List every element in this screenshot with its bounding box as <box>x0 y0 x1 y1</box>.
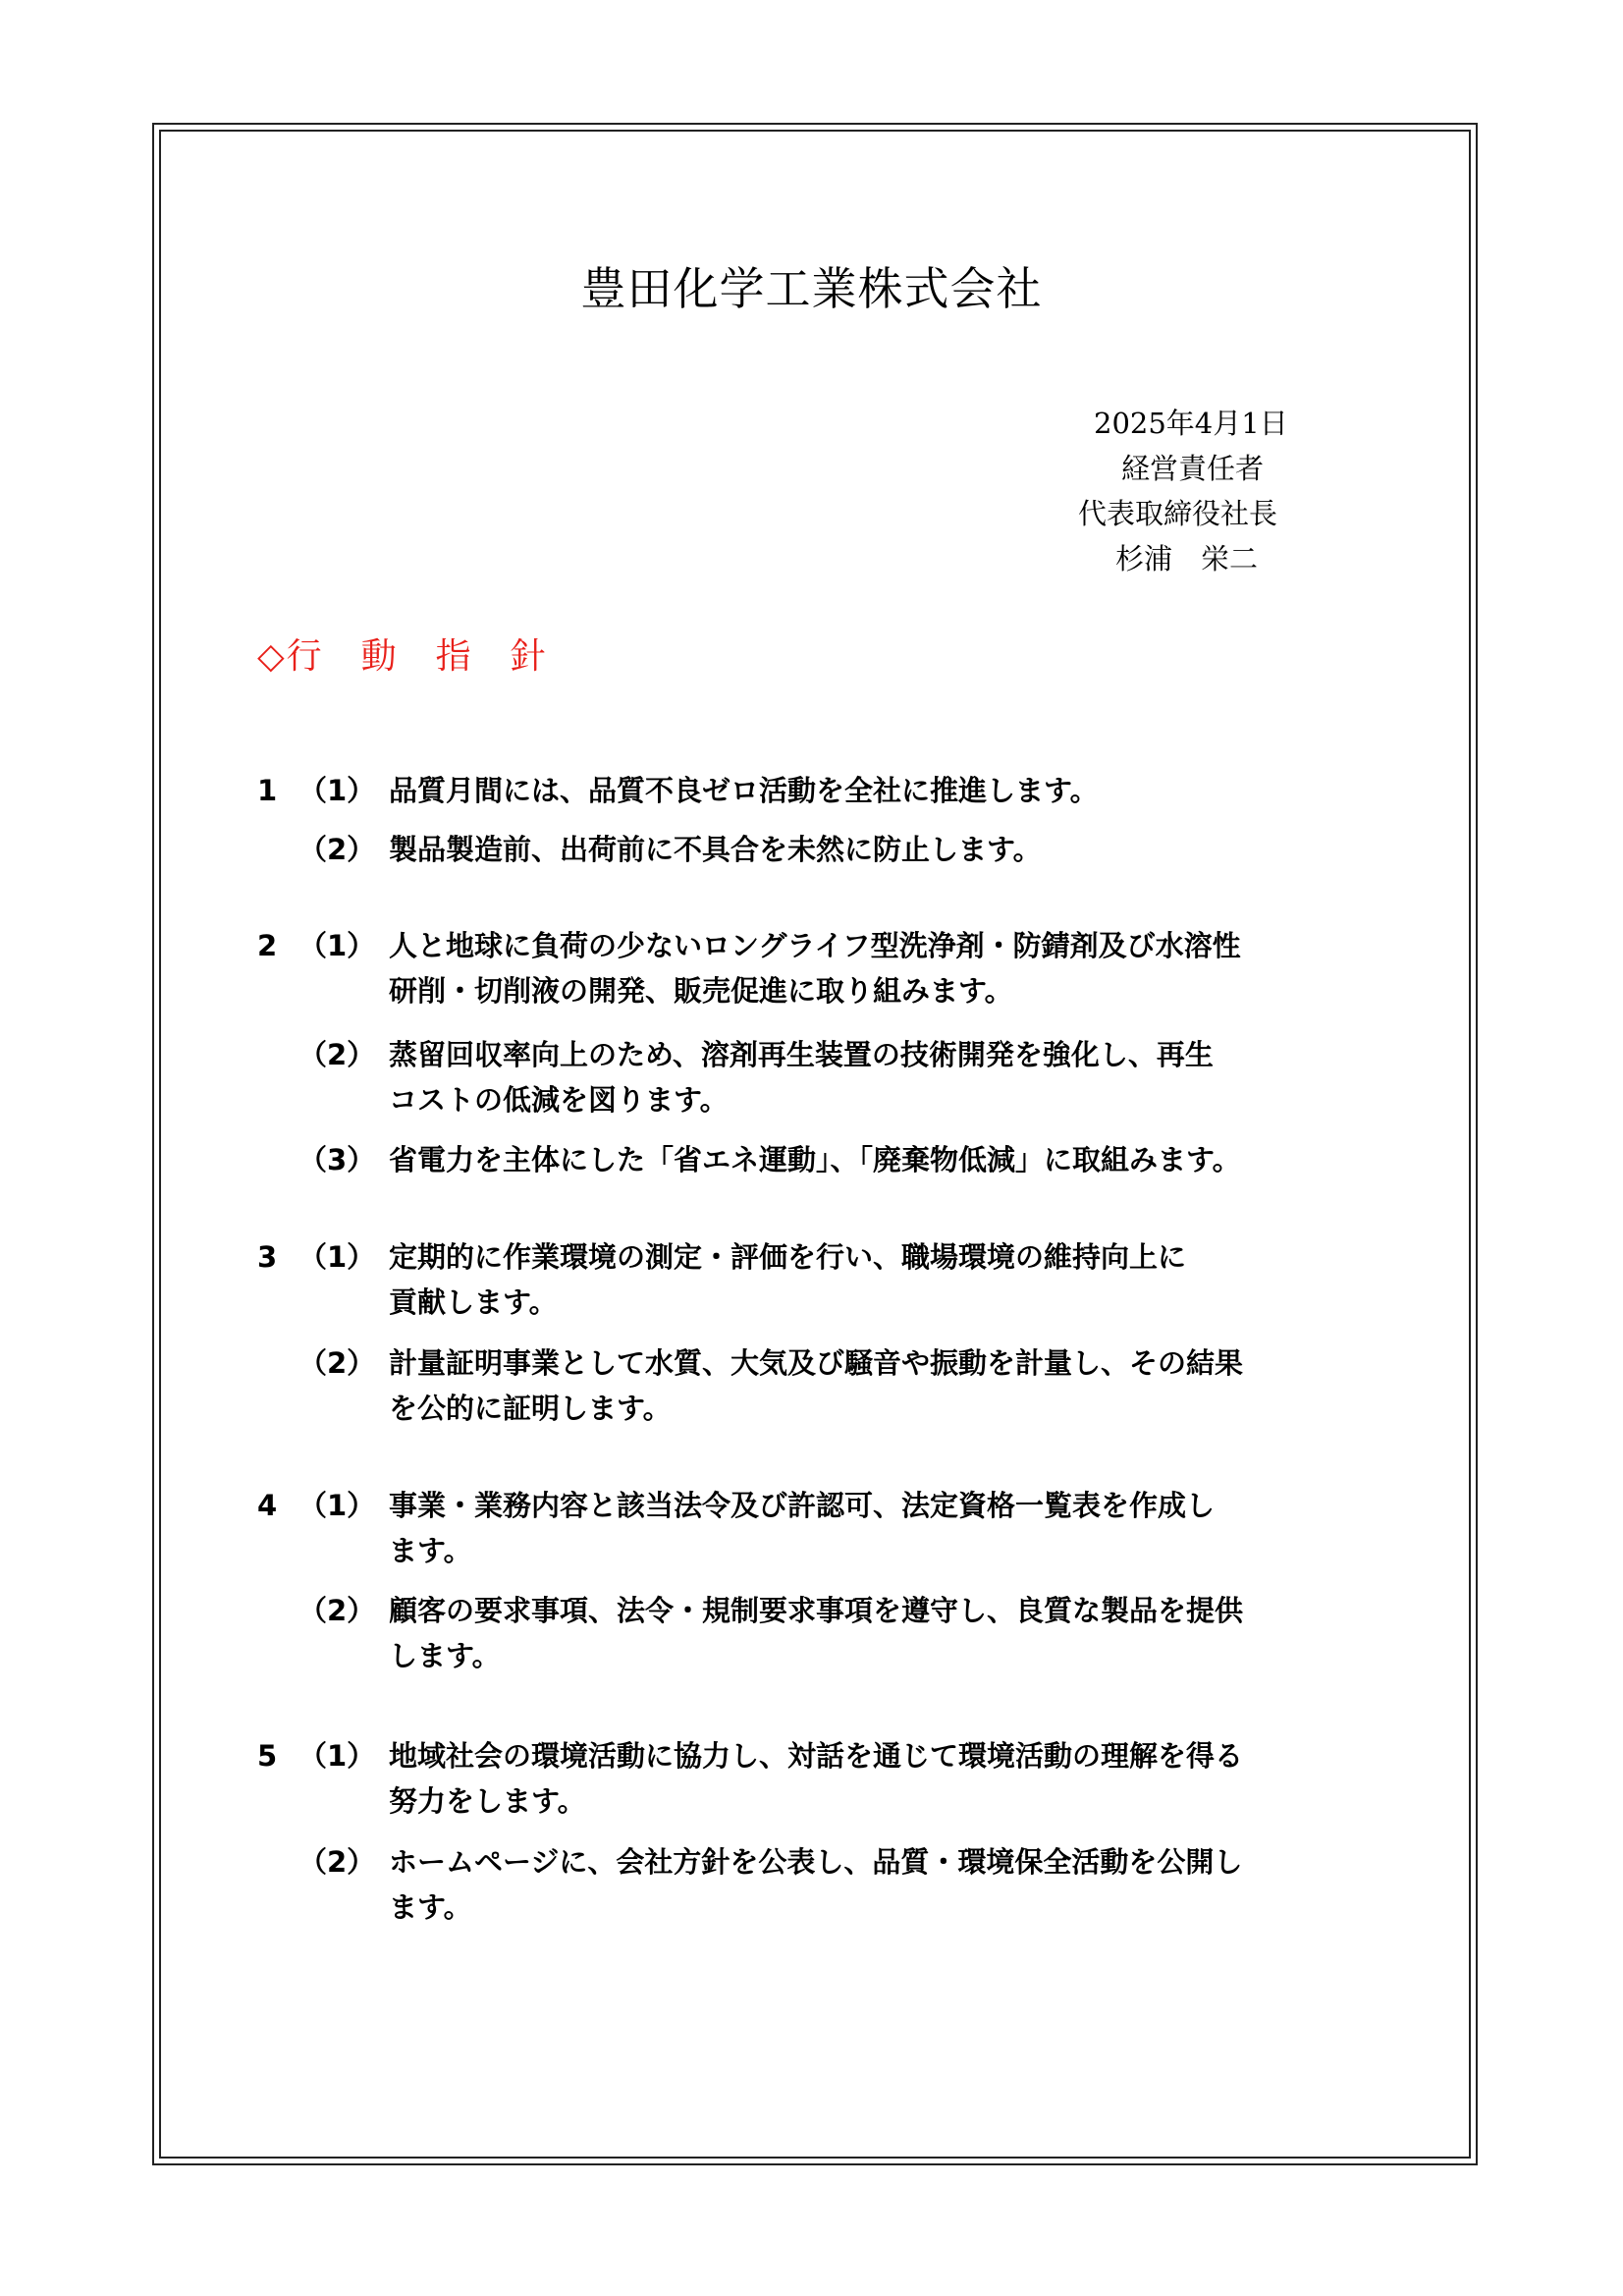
guideline-subnumber: （2） <box>298 1346 376 1380</box>
guideline-number: 3 <box>257 1240 278 1274</box>
guideline-text: 省電力を主体にした「省エネ運動」、「廃棄物低減」に取組みます。 <box>389 1143 1241 1176</box>
guideline-text: ホームページに、会社方針を公表し、品質・環境保全活動を公開し ます。 <box>389 1845 1243 1924</box>
guideline-subnumber: （2） <box>298 1038 376 1071</box>
issue-date: 2025年4月1日 <box>1094 407 1288 440</box>
guideline-subnumber: （1） <box>298 1739 376 1773</box>
company-name: 豊田化学工業株式会社 <box>580 262 1043 315</box>
guideline-number: 5 <box>257 1739 278 1773</box>
guideline-number: 2 <box>257 929 278 962</box>
signer-title: 代表取締役社長 <box>1078 497 1278 530</box>
guideline-subnumber: （1） <box>298 1240 376 1274</box>
signer-role: 経営責任者 <box>1121 452 1265 485</box>
guideline-subnumber: （2） <box>298 1594 376 1627</box>
guideline-text: 計量証明事業として水質、大気及び騒音や振動を計量し、その結果 を公的に証明します。 <box>389 1346 1244 1425</box>
guideline-number: 4 <box>257 1489 278 1522</box>
guideline-text: 地域社会の環境活動に協力し、対話を通じて環境活動の理解を得る 努力をします。 <box>389 1739 1244 1818</box>
guideline-text: 顧客の要求事項、法令・規制要求事項を遵守し、良質な製品を提供 します。 <box>389 1594 1244 1672</box>
guideline-subnumber: （1） <box>298 774 376 807</box>
guideline-subnumber: （2） <box>298 833 376 866</box>
guideline-subnumber: （1） <box>298 1489 376 1522</box>
guideline-subnumber: （3） <box>298 1143 376 1176</box>
signer-name: 杉浦 栄二 <box>1115 542 1259 575</box>
guideline-number: 1 <box>257 774 278 807</box>
guideline-text: 人と地球に負荷の少ないロングライフ型洗浄剤・防錆剤及び水溶性 研削・切削液の開発、販売促進に取り組みます。 <box>389 929 1241 1008</box>
guideline-text: 製品製造前、出荷前に不具合を未然に防止します。 <box>389 833 1042 866</box>
signature-block <box>1060 401 1316 581</box>
guideline-text: 事業・業務内容と該当法令及び許認可、法定資格一覧表を作成し ます。 <box>389 1489 1216 1567</box>
guideline-text: 品質月間には、品質不良ゼロ活動を全社に推進します。 <box>389 774 1099 807</box>
guideline-text: 蒸留回収率向上のため、溶剤再生装置の技術開発を強化し、再生 コストの低減を図ります。 <box>389 1038 1214 1117</box>
guideline-subnumber: （1） <box>298 929 376 962</box>
guideline-subnumber: （2） <box>298 1845 376 1879</box>
section-heading: ◇行 動 指 針 <box>257 636 548 677</box>
guideline-text: 定期的に作業環境の測定・評価を行い、職場環境の維持向上に 貢献します。 <box>389 1240 1187 1319</box>
